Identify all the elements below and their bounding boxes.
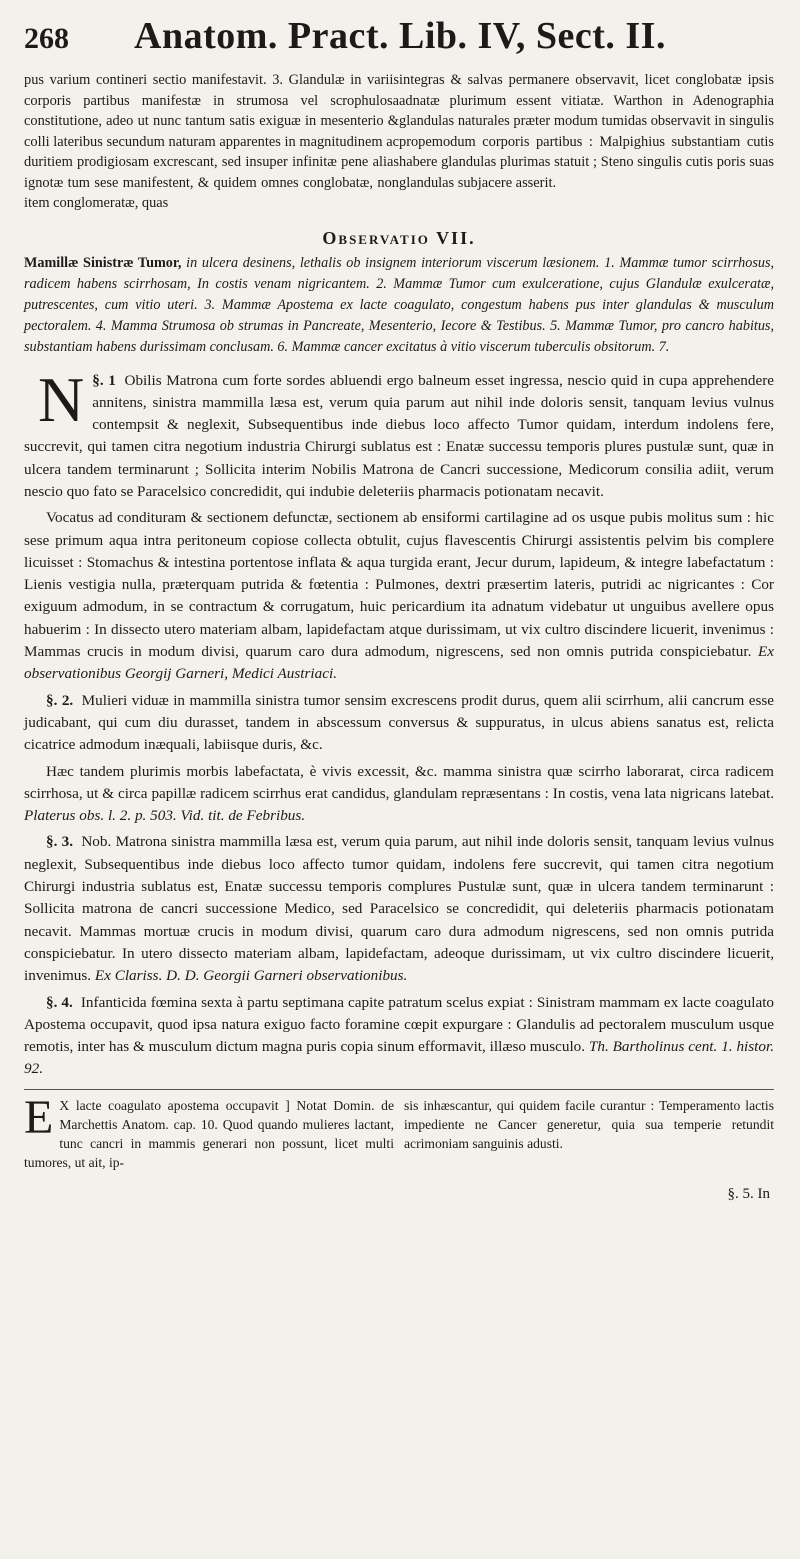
page-header (24, 14, 774, 66)
notes-divider (24, 1089, 774, 1090)
drop-capital: N (38, 363, 85, 435)
intro-columns (24, 70, 774, 214)
notes-columns (24, 1090, 774, 1172)
notes-left-text: X lacte coagulato apostema occupavit ] Notat Domin. de Marchettis Anatom. cap. 10. Quod quando mulieres lactant, tunc cancri in mammis generari non possunt, licet multi tumores, ut ait, ip- (24, 1097, 394, 1170)
catchword: §. 5. In (727, 1185, 770, 1202)
section-text: Hæc tandem plurimis morbis labefactata, è vivis excessit, &c. mamma sinistra quæ scirrho laborarat, circa radicem scirrhosa, ut & circa papillæ radicem scirrhus erat candidus, glandulam repræsentans : In costis, vena lata nigricans latebat. (24, 762, 774, 802)
section-source: Platerus obs. l. 2. p. 503. Vid. tit. de Febribus. (24, 807, 306, 825)
summary-lead: Mamillæ Sinistræ Tumor, (24, 254, 182, 271)
sections (24, 363, 775, 1081)
section-source: Ex observationibus Georgij Garneri, Medici Austriaci. (24, 643, 774, 683)
section-text: Mulieri viduæ in mammilla sinistra tumor sensim excrescens prodit durus, quem alii scirrhum, alii cancrum esse judicabant, qui cum diu durasset, tandem in abscessum conversus & suppuratus, in ulcus abiens sanatus est, relicta cicatrice admodum inæquali, labiisque duris, &c. (24, 691, 775, 754)
section-label: §. 1 (92, 371, 116, 389)
section-source: Ex Clariss. D. D. Georgii Garneri observationibus. (94, 967, 408, 985)
section-1 (24, 363, 775, 504)
intro-right-column: integras & salvas permanere observavit, licet conglobatæ ipsis adnatæ plurimum essent vitiatæ. Warthon in Adenographia glandulas naturales præter modum tumidas observavit in singulis propemodum corporis partibus : Malpighius substantiam cutis habere glandulas plurimas statuit ; Steno singulis cutis poris suas glandulas subjacere asserit. (399, 72, 774, 191)
section-source: Th. Bartholinus cent. 1. histor. 92. (24, 1038, 774, 1078)
observation-summary (24, 253, 774, 358)
section-label: §. 3. (46, 833, 74, 851)
page-number: 268 (24, 22, 69, 55)
section-text: Vocatus ad condituram & sectionem defunctæ, sectionem ab ensiformi cartilagine ad os usque pubis molitus sum : hic sese primum aqua intra peritoneum copiose collecta obtulit, cujus flavescentis Chirurgi assistentis pelvim bis complere licuisset : Stomachus & intestina portentose inflata & aqua turgida erant, Jecur durum, lapideum, & integre labefactatum : Lienis vestigia nulla, præterquam putrida & fœtentia : Pulmones, dextri præsertim lateris, putridi ac nigricantes : Cor exiguum admodum, in se contractum & corrugatum, huic pericardium ita adnatum videbatur ut unguibus avellere opus habuerim : In dissecto utero materiam albam, lapidefactam atque durissimam, ut vix cultro discindere licuerit, invenimus : Mammas crucis in modum divisi, quarum caro dura admodum, nigrescens, sed non omnis putrida conspiciebatur. (24, 509, 774, 661)
section-1-continued (24, 507, 774, 685)
section-text: Nob. Matrona sinistra mammilla læsa est, verum quia parum, aut nihil inde doloris sensit, tanquam levius vulnus neglexit, Subsequentibus inde diebus loco affecto tumor quidam, indolens fere succrevit, qui tamen citra negotium Chirurgi industria sublatus est, Enatæ successu temporis complures Pustulæ sunt, quæ in ulcera tandem terminarunt : Sollicita matrona de cancri successione Medico, sed Paracelsico se concredidit, qui deleteriis pharmacis potionatam necavit. Mammas mortuæ crucis in modum divisi, quarum caro dura admodum nigrescens, sed non omnis putrida conspiciebatur. In utero dissecto materiam albam, lapidefactam, adeoque durissimam, ut vix cultro discindere licuerit, invenimus. (24, 833, 775, 985)
section-2 (24, 690, 774, 757)
summary-text: in ulcera desinens, lethalis ob insignem interiorum viscerum læsionem. 1. Mammæ tumor scirrhosus, radicem habens scirrhosam, In costis venam nigricantem. 2. Mammæ Tumor cum exulceratione, cujus Glandulæ exulceratæ, putrescentes, cum vitio uteri. 3. Mammæ Apostema ex lacte coagulato, congestum habens pus inter glandulas & musculum pectoralem. 4. Mamma Strumosa ob strumas in Pancreate, Mesenterio, Iecore & Testibus. 5. Mammæ Tumor, pro cancro habitus, substantiam habens durissimam conclusam. 6. Mammæ cancer excitatus à vitio viscerum tuberculis obsitorum. 7. (24, 254, 775, 355)
notes-right-column: sis inhæscantur, qui quidem facile curantur : Temperamento lactis impediente ne Cancer generetur, quia sua temperie retundit acrimoniam sanguinis adusti. (404, 1097, 774, 1151)
notes-drop-capital: E (24, 1090, 54, 1144)
intro-left-column: pus varium contineri sectio manifestavit. 3. Glandulæ in variis corporis partibus manifestæ in strumosa vel scrophulosa constitutione, adeo ut nunc tantum satis exiguæ in mesenterio & colli lateribus secundum naturam apparentes in magnitudinem ac duritiem prodigiosam excrescant, sed insuper infinitæ pene alias ignotæ tum sese manifestent, & quidem omnes conglobatæ, non item conglomeratæ, quas (24, 72, 399, 211)
notes-left-column (24, 1090, 394, 1172)
running-head: Anatom. Pract. Lib. IV, Sect. II. (134, 15, 666, 57)
observation-title: Observatio VII. (322, 227, 476, 248)
section-4 (24, 992, 774, 1081)
section-3 (24, 831, 774, 987)
section-label: §. 4. (46, 993, 73, 1011)
section-text: Infanticida fœmina sexta à partu septimana capite patratum scelus expiat : Sinistram mammam ex lacte coagulato Apostema occupavit, quod ipsa natura exiguo facto foramine cœpit expurgare : Glandulis ad pectoralem musculum usque remotis, inter has & musculum dictum magna puris copia sinum efformavit, illæso musculo. (24, 993, 775, 1056)
section-text: Obilis Matrona cum forte sordes abluendi ergo balneum esset ingressa, nescio quid in cupa apprehendere annitens, sinistra mammilla læsa est, verum quia parum aut nihil inde doloris sensit, tanquam levius vulnus contempsit & neglexit, Subsequentibus inde diebus loco affecto Tumor quidam, interdum indolens fere, succrevit, qui tamen citra negotium industria Chirurgi sublatus est : Enatæ successu temporis plures pustulæ sunt, quæ in ulcera tandem terminarunt ; Sollicita interim Nobilis Matrona de Cancri successione, Medicorum consilia adiit, verum nescio quo fato se Paracelsico concredidit, qui indubie deleteriis pharmacis potionatam necavit. (24, 371, 775, 500)
section-2-continued (24, 761, 774, 828)
section-label: §. 2. (46, 691, 74, 709)
